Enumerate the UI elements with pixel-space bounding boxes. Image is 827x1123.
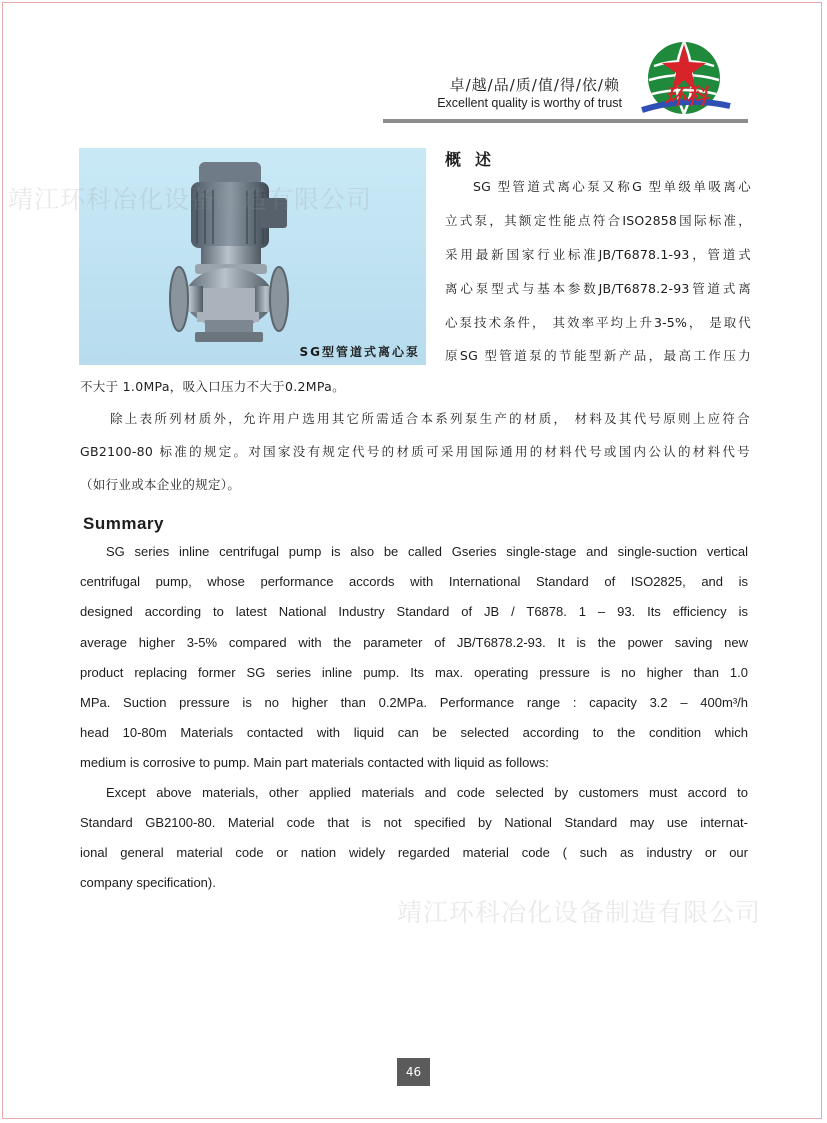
summary-line: company specification). [80, 875, 216, 890]
overview-heading: 概述 [445, 150, 506, 169]
overview-line: 不大于 1.0MPa，吸入口压力不大于0.2MPa。 [80, 379, 345, 394]
summary-line: centrifugal pump, whose performance accords with International Standard of ISO2825, and is [80, 574, 748, 589]
summary-line: SG series inline centrifugal pump is also be called Gseries single-stage and single-suction vertical [106, 544, 748, 559]
summary-line: product replacing former SG series inline pump. Its max. operating pressure is no higher than 1.0 [80, 665, 748, 680]
watermark-bottom: 靖江环科冶化设备制造有限公司 [397, 898, 762, 927]
overview-line: 原SG 型管道泵的节能型新产品，最高工作压力 [445, 348, 751, 363]
photo-caption: SG型管道式离心泵 [299, 345, 420, 359]
overview-line: 立式泵，其额定性能点符合ISO2858国际标准， [445, 213, 751, 228]
summary-heading: Summary [83, 514, 164, 533]
overview-para2-line: GB2100-80 标准的规定。对国家没有规定代号的材质可采用国际通用的材料代号或国内公认的材料代号 [80, 444, 750, 459]
summary-line: designed according to latest National Industry Standard of JB / T6878. 1 – 93. Its efficiency is [80, 604, 748, 619]
summary-line: average higher 3-5% compared with the parameter of JB/T6878.2-93. It is the power saving new [80, 635, 748, 650]
overview-line: 离心泵型式与基本参数JB/T6878.2-93管道式离 [445, 281, 751, 296]
watermark-top: 靖江环科冶化设备制造有限公司 [8, 185, 373, 214]
overview-para2-line: （如行业或本企业的规定）。 [80, 477, 241, 492]
overview-line: SG 型管道式离心泵又称G 型单级单吸离心 [473, 179, 751, 194]
header-slogan-cn: 卓/越/品/质/值/得/依/赖 [449, 76, 620, 94]
logo-text: 环科 [663, 84, 709, 110]
summary-line: MPa. Suction pressure is no higher than 0.2MPa. Performance range : capacity 3.2 – 400m³/h [80, 695, 748, 710]
overview-para2-line: 除上表所列材质外，允许用户选用其它所需适合本系列泵生产的材质， 材料及其代号原则上应符合 [110, 411, 750, 426]
overview-line: 心泵技术条件， 其效率平均上升3-5%， 是取代 [445, 315, 751, 330]
summary-line: medium is corrosive to pump. Main part materials contacted with liquid as follows: [80, 755, 549, 770]
summary-line: head 10-80m Materials contacted with liquid can be selected according to the condition which [80, 725, 748, 740]
summary-line: Except above materials, other applied materials and code selected by customers must accord to [106, 785, 748, 800]
summary-line: ional general material code or nation widely regarded material code ( such as industry or our [80, 845, 748, 860]
header-slogan-en: Excellent quality is worthy of trust [437, 96, 622, 110]
summary-line: Standard GB2100-80. Material code that is not specified by National Standard may use internat- [80, 815, 748, 830]
page-number: 46 [397, 1058, 430, 1086]
overview-line: 采用最新国家行业标准JB/T6878.1-93，管道式 [445, 247, 751, 262]
company-logo [640, 36, 732, 126]
